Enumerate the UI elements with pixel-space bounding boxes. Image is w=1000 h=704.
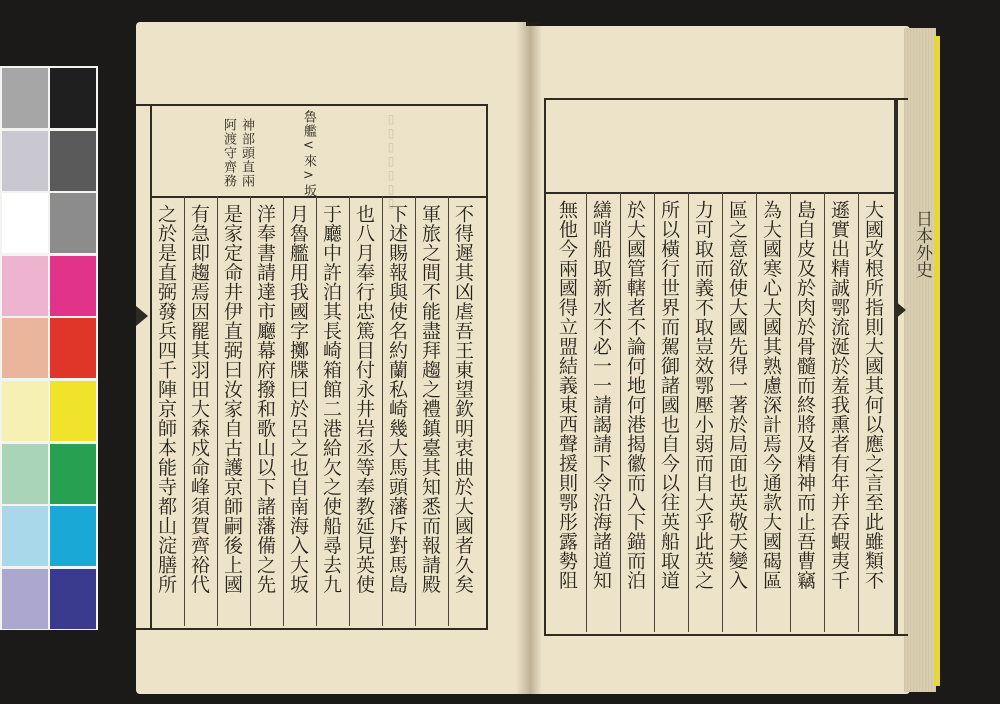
text-column: 大國改根所指則大國其何以應之言至此雖類不 xyxy=(862,200,884,590)
color-chip xyxy=(50,131,96,191)
color-chip xyxy=(50,193,96,253)
header-note: 阿渡守齊務 xyxy=(221,118,236,188)
text-column: 是家定命井伊直弼曰汝家自古護京師嗣後上國 xyxy=(221,204,243,594)
header-note: 神部頭直兩 xyxy=(239,118,254,188)
text-column: 於大國管轄者不論何地何港揭徽而入下錨而泊 xyxy=(624,200,646,590)
color-chip xyxy=(50,318,96,378)
color-chip xyxy=(2,68,48,128)
text-column: 遜實出精誠鄂流涎於羞我熏者有年并吞蝦夷千 xyxy=(828,200,850,590)
text-column: 月魯艦用我國字擲牒曰於呂之也自南海入大坂 xyxy=(287,204,309,594)
fishtail-mark-right xyxy=(894,300,906,320)
color-chip xyxy=(2,506,48,566)
text-column: 下述賜報與使名約蘭私崎幾大馬頭藩斥對馬島 xyxy=(386,204,408,594)
color-checker xyxy=(0,66,98,630)
color-chip xyxy=(2,131,48,191)
text-column: 無他今兩國得立盟結義東西聲援則鄂彤露勢阻 xyxy=(556,200,578,590)
text-column: 有急即趨焉因罷其羽田大森戍命峰須賀齊裕代 xyxy=(188,204,210,594)
color-chip xyxy=(2,569,48,629)
text-column: 于廳中許泊其長崎箱館二港給欠之使船尋去九 xyxy=(320,204,342,594)
text-column: 之於是直弼發兵四千陣京師本能寺都山淀膳所 xyxy=(155,204,177,594)
color-chip xyxy=(2,193,48,253)
color-chip xyxy=(2,318,48,378)
color-chip xyxy=(2,256,48,316)
left-header-divider xyxy=(150,196,486,198)
text-column: 所以橫行世界而駕御諸國也自今以往英船取道 xyxy=(658,200,680,590)
right-header-divider xyxy=(544,192,896,194)
text-column: 力可取而義不取豈效鄂壓小弱而自大乎此英之 xyxy=(692,200,714,590)
color-chip xyxy=(50,256,96,316)
color-chip xyxy=(50,444,96,504)
color-chip xyxy=(2,444,48,504)
color-chip xyxy=(50,506,96,566)
text-column: 為大國寒心大國其熟慮深計焉今通款大國碣區 xyxy=(760,200,782,590)
text-column: 不得遲其凶虐吾王東望欽明衷曲於大國者久矣 xyxy=(452,204,474,594)
text-column: 島自皮及於肉於骨髓而終將及精神而止吾曹竊 xyxy=(794,200,816,590)
right-fishtail-column xyxy=(894,98,908,636)
color-chip xyxy=(2,381,48,441)
text-column: 繕哨船取新水不必一一請謁請下令沿海諸道知 xyxy=(590,200,612,590)
text-column: 也八月奉行忠篤目付永井岩丞等奉教延見英使 xyxy=(353,204,375,594)
text-column: 洋奉書請達市廳幕府撥和歌山以下諸藩備之先 xyxy=(254,204,276,594)
header-note: 魯艦<來>坂 xyxy=(301,110,316,198)
page-edge-title: 日本外史 xyxy=(912,210,932,278)
text-column: 區之意欲使大國先得一著於局面也英敬天變入 xyxy=(726,200,748,590)
page-edges xyxy=(904,28,936,692)
book-gutter xyxy=(516,22,542,694)
color-chip xyxy=(50,381,96,441)
fishtail-mark-left xyxy=(136,306,148,326)
text-column: 軍旅之間不能盡拜趨之禮鎮臺其知悉而報請殿 xyxy=(419,204,441,594)
yellow-page-edge xyxy=(934,36,940,686)
left-fishtail-column xyxy=(136,104,152,630)
color-chip xyxy=(50,68,96,128)
color-chip xyxy=(50,569,96,629)
bleed-through: ▯▯▯▯▯▯▯ xyxy=(384,112,398,210)
